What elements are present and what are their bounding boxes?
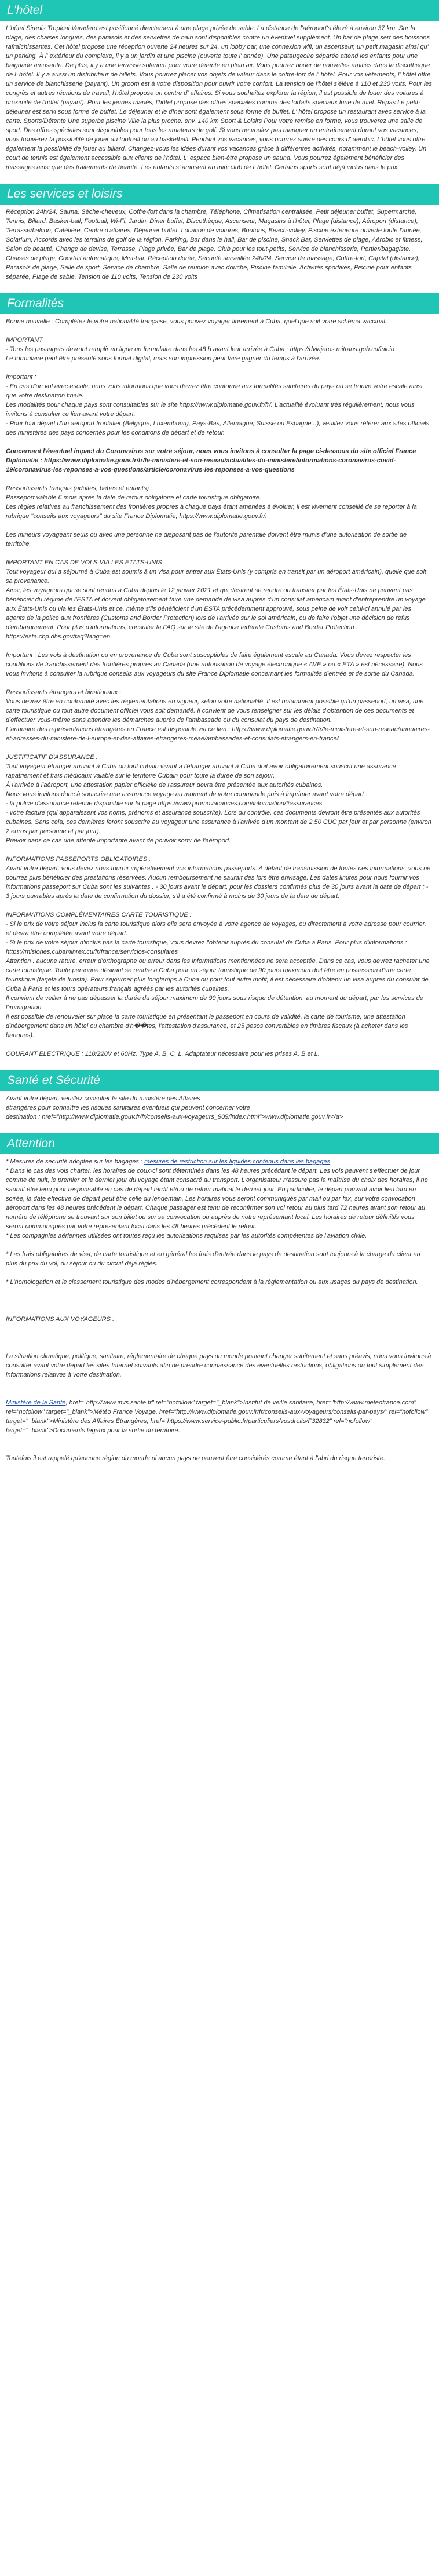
important-line: - Pour tout départ d'un aéroport frontalier (Belgique, Luxembourg, Pays-Bas, Allemagne, Suisse ou Espagne...), veuillez vous référer aux sites officiels des ministères des pays concernés pour les conditions de départ et de retour. (6, 420, 430, 436)
important-line: Les modalités pour chaque pays sont consultables sur le site https://www.diplomatie.gouv.fr/fr/. L'actualité évoluant très régulièrement, nous vous invitons à consulter ce lien avant votre départ. (6, 402, 415, 418)
carte-line: - Si le prix de votre séjour inclus la carte touristique alors elle sera envoyée à votre agence de voyages, ou directement à votre adresse pour courrier, et devra être complétée avant votre départ. (6, 921, 426, 937)
passeports-heading: INFORMATIONS PASSEPORTS OBLIGATOIRES : (6, 856, 151, 863)
attention-title: Attention (0, 1133, 439, 1154)
bagages-notice (6, 1157, 432, 1166)
hotel-title: L'hôtel (0, 0, 439, 21)
mineurs-notice: Les mineurs voyageant seuls ou avec une personne ne disposant pas de l'autorité parentale doivent être munis d'une autorisation de sortie de territoire. (6, 531, 407, 548)
attention-section (0, 1133, 439, 1469)
info-voyageurs-text: La situation climatique, politique, sanitaire, réglementaire de chaque pays du monde pouvant changer subitement et sans préavis, nous vous invitons à consulter avant votre départ les sites Internet suivants afin de prendre connaissance des éventuelles restrictions, obligations ou tout simplement des informations relatives à votre destination. (6, 1353, 431, 1378)
carte-line: Il convient de veiller à ne pas dépasser la durée du séjour maximum de 90 jours sous risque de détention, au moment du départ, par les services de l'immigration. (6, 995, 423, 1011)
services-list: Réception 24h/24, Sauna, Sèche-cheveux, Coffre-fort dans la chambre, Téléphone, Climatisation centralisée, Petit déjeuner buffet, Supermarché, Tennis, Billard, Basket-ball, Football, Wi-Fi, Jardin, Dîner buffet, Discothèque, Ascenseur, Magasins à l'hôtel, Plage (distance), Aéroport (distance), Terrasse/balcon, Cafétière, Centre d'affaires, Déjeuner buffet, Location de voitures, Boutons, Beach-volley, Piscine extérieure ouverte toute l'année, Solarium, Accords avec les terrains de golf de la région, Parking, Bar dans le hall, Bar de piscine, Snack Bar, Serviettes de plage, Aérobic et fitness, Salon de beauté, Change de devise, Terrasse, Plage privée, Bar de plage, Club pour les tout-petits, Service de blanchisserie, Portier/bagagiste, Chaises de plage, Cocktail automatique, Mini-bar, Réception dorée, Sécurité surveillée 24h/24, Service de massage, Coffre-fort, Capital (distance), Parasols de plage, Salle de sport, Service de chambre, Salle de réunion avec douche, Piscine familiale, Activités sportives, Piscine pour enfants séparée, Plage de sable, Tension de 110 volts, Tension de 230 volts (6, 209, 423, 280)
important-heading: IMPORTANT (6, 337, 43, 344)
important-heading: Important : (6, 374, 36, 381)
usa-line: Ainsi, les voyageurs qui se sont rendus à Cuba depuis le 12 janvier 2021 et qui désirent se rendre ou transiter par les États-Unis ne peuvent pas bénéficier du régime de l'ESTA et doivent obligatoirement faire une demande de visa auprès d'un consulat américain avant d'entreprendre un voyage aux États-Unis ou via les États-Unis et ce, même s'ils bénéficient d'un ESTA précédemment approuvé, sous peine de voir celui-ci annulé par les agents de la police aux frontières (Customs and Border Protection) lors de l'arrivée sur le sol américain, ou de faire l'objet une décision de refus d'embarquement. Pour plus d'informations, consulter la FAQ sur le site de l'agence fédérale Customs and Border Protection : https://esta.cbp.dhs.gov/faq?lang=en. (6, 587, 426, 640)
passeports-text: Avant votre départ, vous devez nous fournir impérativement vos informations passeports. A défaut de transmission de toutes ces informations, vous ne pourrez plus bénéficier des prestations réservées. Aucun remboursement ne saurait dès lors être envisagé. Les dates limites pour nous fournir vos informations passeport sur Cuba sont les suivantes : - 30 jours avant le départ, pour les dossiers confirmés plus de 30 jours avant la date de départ ; - 3 jours ouvrables après la date de confirmation du dossier, s'il a été confirmé à moins de 30 jours de la date de départ. (6, 865, 431, 900)
sante-section (0, 1070, 439, 1128)
justif-line: Nous vous invitons donc à souscrire une assurance voyage au moment de votre commande puis à imprimer avant votre départ : (6, 791, 368, 798)
usa-line: Tout voyageur qui a séjourné à Cuba est soumis à un visa pour entrer aux États-Unis (y compris en transit par un aéroport américain), quelle que soit sa provenance. (6, 568, 426, 585)
justif-heading: JUSTIFICATIF D'ASSURANCE : (6, 754, 98, 761)
services-title: Les services et loisirs (0, 184, 439, 205)
bagages-lead: * Mesures de sécurité adoptée sur les bagages : (6, 1158, 145, 1165)
important-line: Le formulaire peut être présenté sous format digital, mais son impression peut faire gagner du temps à l'arrivée. (6, 355, 321, 362)
courant-electrique: COURANT ELECTRIQUE : 110/220V et 60Hz. Type A, B, C, L. Adaptateur nécessaire pour les prises A, B et L. (6, 1050, 320, 1057)
bagages-link[interactable]: mesures de restriction sur les liquides contenus dans les bagages (144, 1158, 331, 1165)
ministeres-links-text: , href="http://www.invs.sante.fr" rel="nofollow" target="_blank">Institut de veille sanitaire, href="http://www.meteofrance.com" rel="nofollow" target="_blank">Météo France Voyage, href="http://www.diplomatie.gouv.fr/fr/conseils-aux-voyageurs/conseils-par-pays/" rel="nofollow" target="_blank">Ministère des Affaires Étrangères, href="https://www.service-public.fr/particuliers/vosdroits/F32832" rel="nofollow" target="_blank">Documents légaux pour la sortie du territoire. (6, 1399, 428, 1434)
etrangers-line: L'annuaire des représentations étrangères en France est disponible via ce lien : https://www.diplomatie.gouv.fr/fr/le-ministere-et-son-reseau/annuaires-et-adresses-du-ministere-de-l-europe-et-des-affaires-etrangeres-meae/ambassades-et-consulats-etrangers-en-france/ (6, 726, 430, 742)
hotel-section (0, 0, 439, 178)
formalites-intro: Bonne nouvelle : Complétez le votre nationalité française, vous pouvez voyager librement à Cuba, quel que soit votre schéma vaccinal. (6, 318, 387, 325)
justif-line: Tout voyageur étranger arrivant à Cuba ou tout cubain vivant à l'étranger arrivant à Cuba doit avoir obligatoirement souscrit une assurance rapatriement et frais médicaux valable sur le territoire Cubain pour toute la durée de son séjour. (6, 763, 396, 779)
attention-paragraph: * Les frais obligatoires de visa, de carte touristique et en général les frais d'entrée dans le pays de destination sont toujours à la charge du client en plus du prix du vol, du séjour ou du circuit déjà réglés. (6, 1251, 420, 1267)
attention-paragraph: * Les compagnies aériennes utilisées ont toutes reçu les autorisations requises par les autorités compétentes de l'aviation civile. (6, 1232, 367, 1239)
covid-notice: Concernant l'éventuel impact du Coronavirus sur votre séjour, nous vous invitons à consulter la page ci-dessous du site officiel France Diplomatie : https://www.diplomatie.gouv.fr/fr/le-ministere-et-son-reseau/actualites-du-ministere/informations-coronavirus-covid-19/coronavirus-les-reponses-a-vos-questions/article/coronavirus-les-reponses-a-vos-questions (6, 448, 416, 473)
ressortissants-line: Passeport valable 6 mois après la date de retour obligatoire et carte touristique obligatoire. (6, 494, 261, 501)
etrangers-heading: Ressortissants étrangers et binationaux : (6, 689, 122, 696)
info-voyageurs-heading: INFORMATIONS AUX VOYAGEURS : (6, 1316, 115, 1323)
canada-notice: Important : Les vols à destination ou en provenance de Cuba sont susceptibles de faire également escale au Canada. Vous devez respecter les conditions de franchissement des frontières propres au Canada (une autorisation de voyage électronique « AVE » ou « ETA » est nécessaire). Nous vous invitons à consulter la rubrique conseils aux voyageurs du site France Diplomatie concernant les formalités d'entrée et de sortie du Canada. (6, 652, 423, 677)
formalites-section (0, 293, 439, 1064)
justif-line: - votre facture (qui apparaissent vos noms, prénoms et assurance souscrite). Lors du contrôle, ces documents devront être présentés aux autorités cubaines. Sans cela, ces dernières feront souscrire au voyageur une assurance à l'arrivée d'un montant de 2,50 CUC par jour et par personne (environ 2 euros par personne et par jour). (6, 809, 431, 835)
sante-line: destination : href="http://www.diplomatie.gouv.fr/fr/conseils-aux-voyageurs_909/index.html">www.diplomatie.gouv.fr</a> (6, 1114, 343, 1121)
justif-line: Prévoir dans ce cas une attente importante avant de pouvoir sortir de l'aéroport. (6, 837, 231, 844)
ministere-sante-link[interactable]: Ministère de la Santé (6, 1399, 66, 1406)
ressortissants-line: Les règles relatives au franchissement des frontières propres à chaque pays étant amenées à évoluer, il est vivement conseillé de se reporter à la rubrique "conseils aux voyageurs" du site France Diplomatie, https://www.diplomatie.gouv.fr/. (6, 503, 417, 520)
hotel-description: L'hôtel Sirenis Tropical Varadero est positionné directement à une plage privée de sable. La distance de l'aéroport's élevé à environ 37 km. Sur la plage, des chaises longues, des parasols et des serviettes de bain sont disponibles contre un éventuel supplément. Un bar de plage sert des boissons rafraîchissantes. Cet hôtel propose une réception ouverte 24 heures sur 24, un lobby bar, une connexion wifi, un ascenseur, un petit magasin ainsi qu' un parking. À l' extérieur du complexe, il y a un jardin et une piscine (ouverte toute l' année). Une pataugeoire séparée attend les enfants pour une baignade amusante. De plus, il y a une terrasse solarium pour votre détente en plein air. Vous pourrez nouer de nouvelles amitiés dans la discothèque de l' hôtel. Il y a aussi un distributeur de billets. Vous pourrez placer vos objets de valeur dans le coffre-fort de l' hôtel. Pour vos vêtements, l' hôtel offre un service de blanchisserie (payant). Un groom est à votre disposition pour ouvrir votre confort. La tension de l'hôtel s'élève à 110 et 230 volts. Pour les congrès et autres réunions de travail, l'hôtel propose un centre d' affaires. Si vous souhaitez explorer la région, il est possible de louer des voitures à proximité de l'hôtel (payant). Pour les jeunes mariés, l'hôtel propose des offres spéciales comme des forfaits spéciaux lune de miel. Repas Le petit-déjeuner est servi sous forme de buffet. Le déjeuner et le dîner sont également sous forme de buffet. L' hôtel propose un restaurant avec service à la carte. Sports/Détente Une superbe piscine Ville la plus proche: env. 140 km Sport & Loisirs Pour votre remise en forme, vous trouverez une salle de sport. Des offres spéciales sont disponibles pour tous les amateurs de golf. Si vous ne voulez pas manquer un entraînement durant vos vacances, vous trouverez la possibilité de jouer au football ou au basketball. Pendant vos vacances, vous pourrez suivre des cours d' aérobic. L'hôtel vous offre également la possibilité de jouer au billard. Changez-vous les idées durant vos vacances grâce à différentes activités, notamment le beach-volley. Un court de tennis est également accessible aux clients de l'hôtel. L' espace bien-être propose un sauna. Vous pourrez également bénéficier des massages ainsi que des traitements de beauté. Les enfants s' amusent au mini club de l' hôtel. Certains sports sont déjà inclus dans le prix. (6, 25, 432, 171)
important-line: - En cas d'un vol avec escale, nous vous informons que vous devrez être conforme aux formalités sanitaires du pays où se trouve votre escale ainsi que votre destination finale. (6, 383, 423, 399)
carte-line: - Si le prix de votre séjour n'inclus pas la carte touristique, vous devrez l'obtenir auprès du consulat de Cuba à Paris. Pour plus d'informations : https://misiones.cubaminrex.cu/fr/france/servicios-consulares (6, 939, 407, 955)
terrorisme-notice: Toutefois il est rappelé qu'aucune région du monde ni aucun pays ne peuvent être considérés comme étant à l'abri du risque terroriste. (6, 1455, 386, 1462)
important-line: - Tous les passagers devront remplir en ligne un formulaire dans les 48 h avant leur arrivée à Cuba : https://dviajeros.mitrans.gob.cu/inicio (6, 346, 394, 353)
carte-line: Attention : aucune rature, erreur d'orthographe ou erreur dans les informations mentionnées ne sera acceptée. Dans ce cas, vous devrez racheter une carte touristique. Toute personne désirant se rendre à Cuba pour un séjour touristique de 90 jours maximum doit être en possession d'une carte touristique (tarjeta de turista). Pour séjourner plus longtemps à Cuba ou pour tout autre motif, il est nécessaire d'obtenir un visa auprès du consulat de Cuba à Paris et les tours opérateurs français agréés par les autorités cubaines. (6, 958, 430, 993)
usa-heading: IMPORTANT EN CAS DE VOLS VIA LES ETATS-UNIS (6, 559, 162, 566)
services-section (0, 184, 439, 287)
carte-line: Il est possible de renouveler sur place la carte touristique en présentant le passeport en cours de validité, la carte de tourisme, une attestation d'hébergement dans un hôtel ou chambre d'h��tes, l'attestation d'assurance, et 25 pesos convertibles en timbres fiscaux (à acheter dans les banques). (6, 1013, 408, 1039)
attention-paragraph: * Dans le cas des vols charter, les horaires de coux-ci sont déterminés dans les 48 heures précédant le départ. Les vols peuvent s'effectuer de jour comme de nuit, le premier et le dernier jour du voyage étant consacré au transport. L'organisateur n'assure pas la maîtrise du choix des horaires, il ne saurait être tenu pour responsable en cas de départ tardif et/ou de retour matinal le dernier jour. En particulier, le départ pouvant avoir lieu tard en soirée, la date effective de départ peut être celle du lendemain. Les horaires vous seront communiqués par mail ou par fax, sur votre convocation aéroport dans les 48 heures précédent le départ. Chaque passager est tenu de reconfirmer son vol retour au plus tard 72 heures avant son retour au numéro de téléphone se trouvant sur son billet ou sur sa convocation ou auprès de notre représentant local. Les horaires de retour définitifs vous seront communiqués par votre représentant local dans les 48 heures précédent le retour. (6, 1167, 428, 1230)
justif-line: - la police d'assurance retenue disponible sur la page https://www.promovacances.com/information/#assurances (6, 800, 323, 807)
sante-line: étrangères pour connaître les risques sanitaires éventuels qui peuvent concerner votre (6, 1104, 250, 1111)
formalites-title: Formalités (0, 293, 439, 314)
sante-line: Avant votre départ, veuillez consulter le site du ministère des Affaires (6, 1095, 200, 1102)
attention-paragraph: * L'homologation et le classement touristique des modes d'hébergement correspondent à la réglementation ou aux usages du pays de destination. (6, 1279, 418, 1286)
ressortissants-heading: Ressortissants français (adultes, bébés et enfants) : (6, 485, 153, 492)
ministeres-links (6, 1398, 432, 1435)
etrangers-line: Vous devrez être en conformité avec les réglementations en vigueur, selon votre nationalité. Il est notamment possible qu'un passeport, un visa, une carte touristique ou tout autre document officiel vous soit demandé. Il convient de vous renseigner sur les délais d'obtention de ces documents et d'effectuer vous-même sans attendre les démarches auprès de l'ambassade ou du consulat du pays de destination. (6, 698, 424, 724)
sante-title: Santé et Sécurité (0, 1070, 439, 1091)
carte-heading: INFORMATIONS COMPLÉMENTAIRES CARTE TOURISTIQUE : (6, 911, 192, 918)
justif-line: À l'arrivée à l'aéroport, une attestation papier officielle de l'assureur devra être présentée aux autorités cubaines. (6, 782, 323, 789)
